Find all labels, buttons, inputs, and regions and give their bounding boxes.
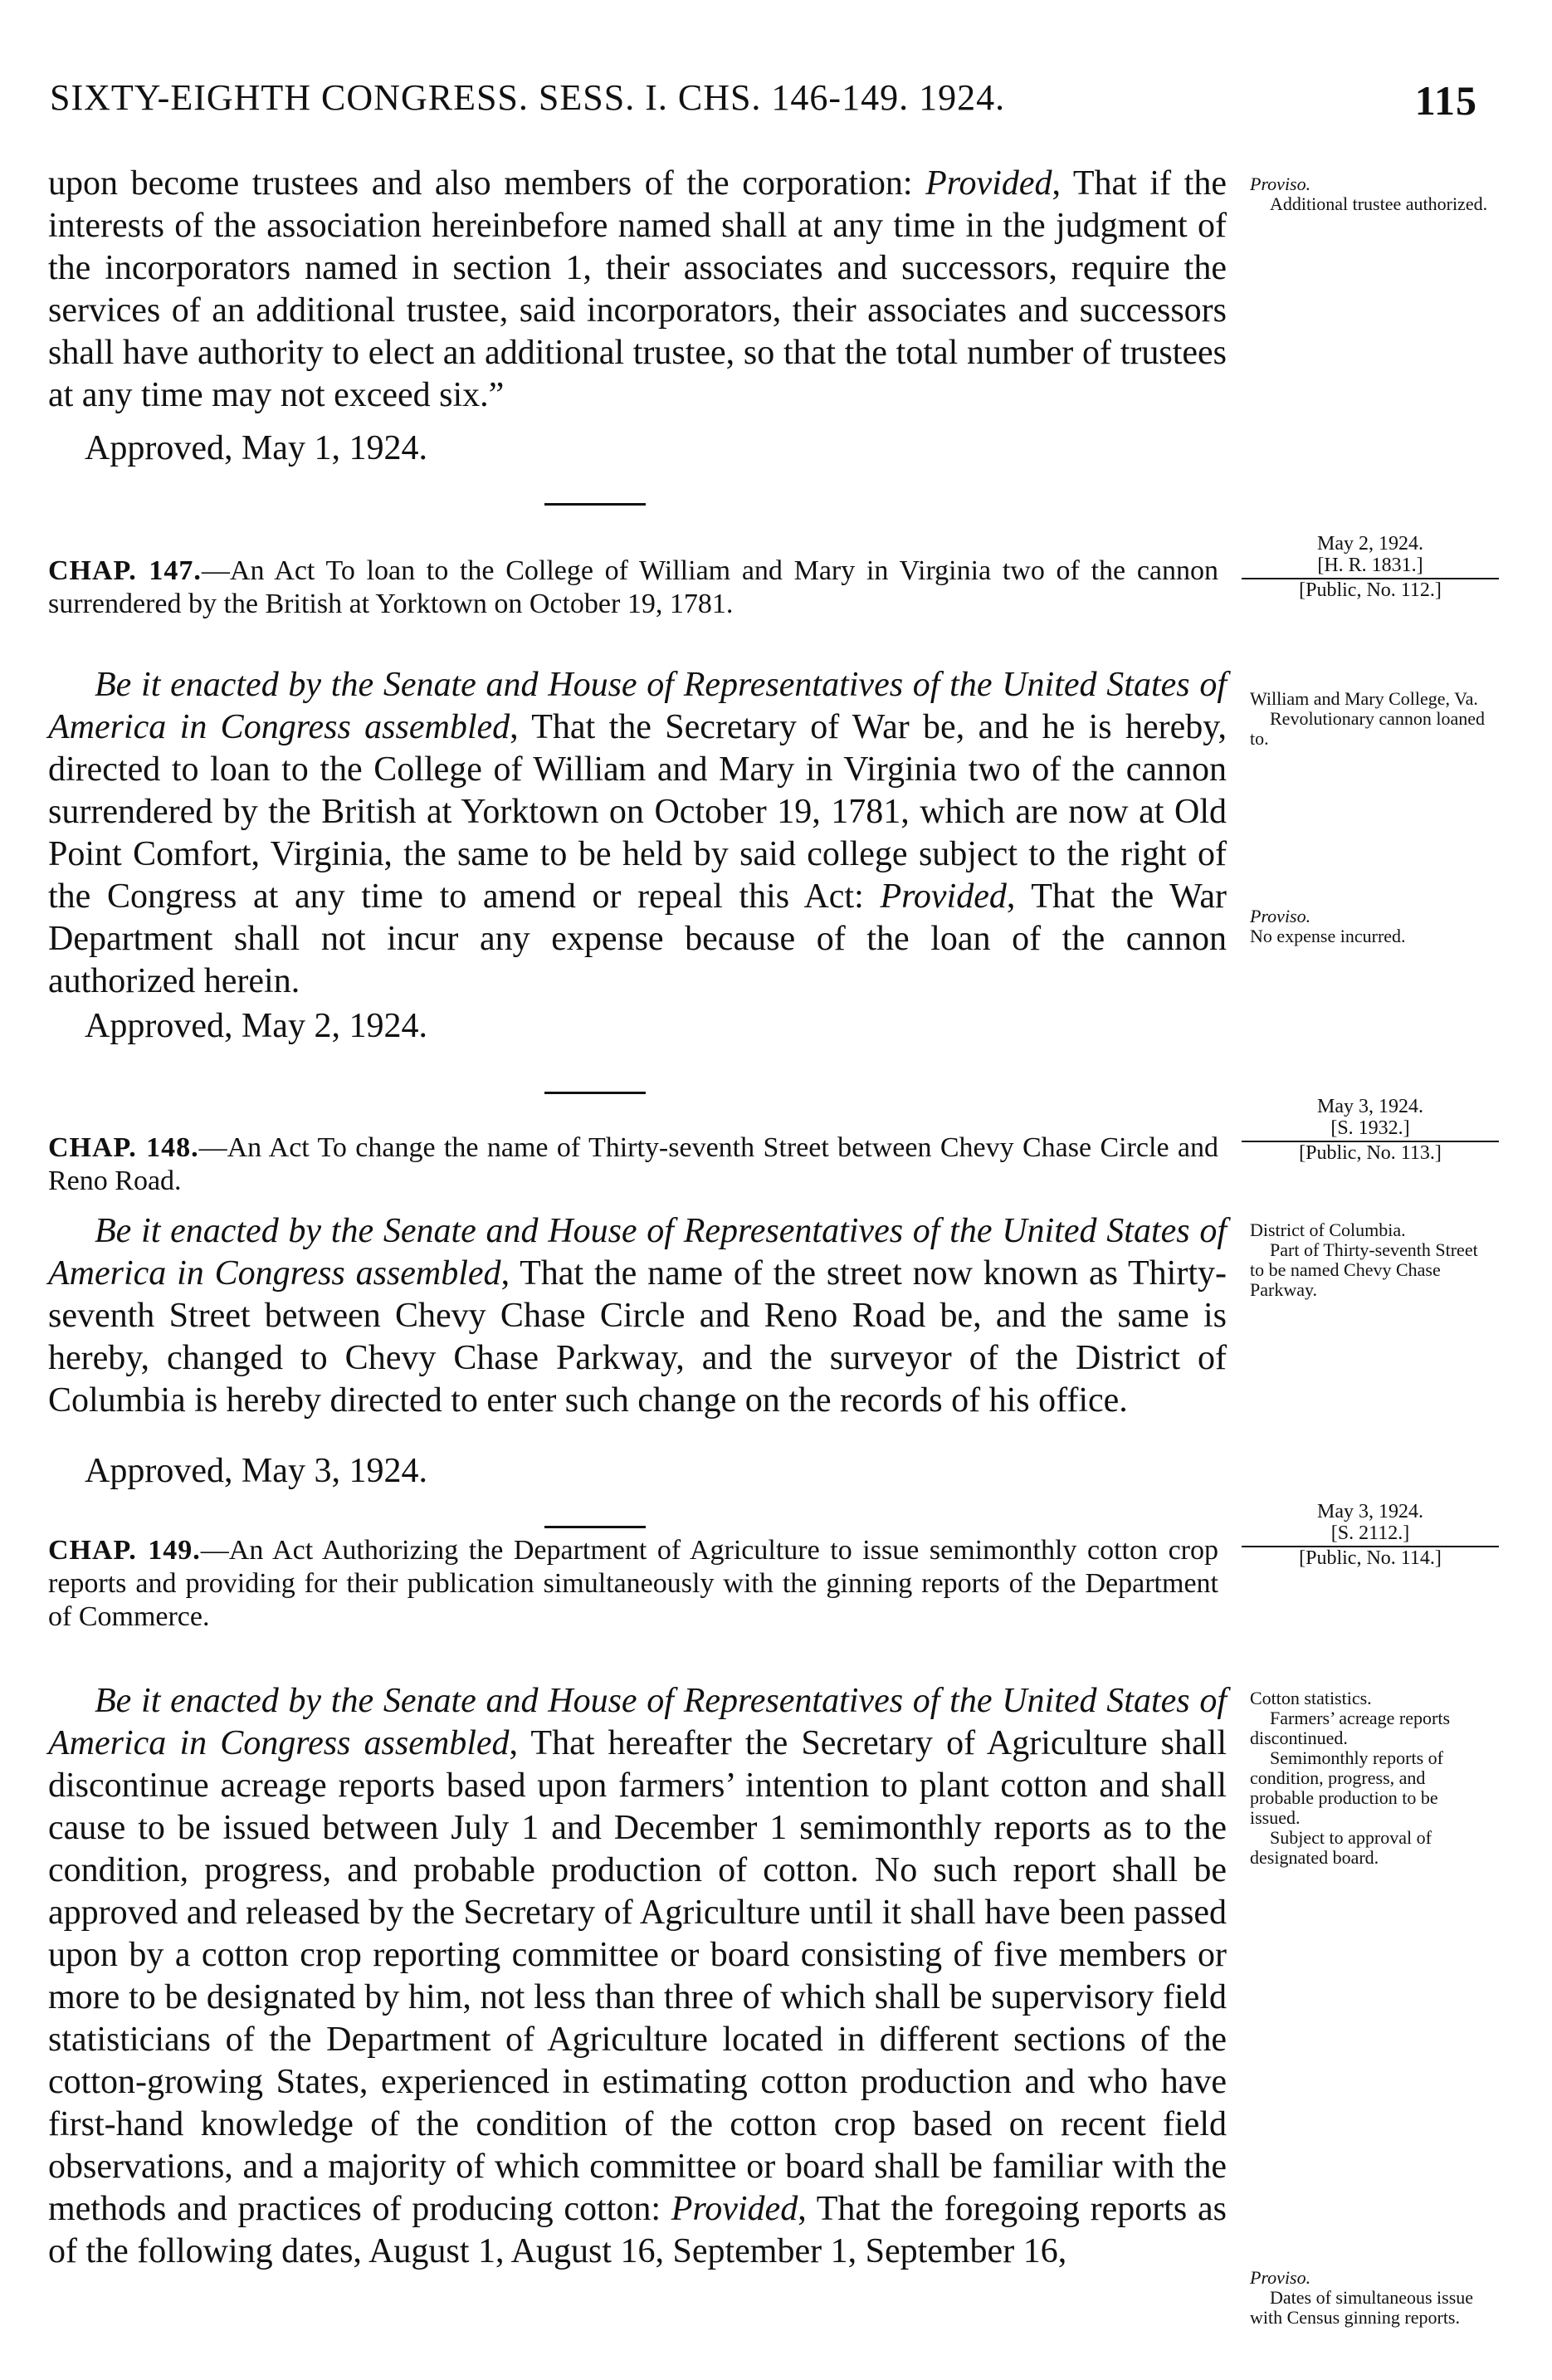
- ch146-body: [48, 163, 1227, 417]
- ch148-margin-street: Part of Thirty-seventh Street to be named Chevy Chase Parkway.: [1250, 1239, 1478, 1300]
- ch146-margin: [1250, 174, 1491, 214]
- ch146-margin-note: Additional trustee authorized.: [1270, 193, 1488, 214]
- page-number: 115: [1414, 77, 1477, 124]
- ch149-proviso-word: Provided: [671, 2190, 798, 2228]
- running-head-title: SIXTY-EIGHTH CONGRESS. SESS. I. CHS. 146-149. 1924.: [50, 77, 1006, 118]
- ch149-margin-cotton: Cotton statistics.: [1250, 1688, 1372, 1708]
- ch147-margin-proviso-block: [1250, 907, 1491, 946]
- ch147-body: [48, 664, 1227, 1003]
- ch148-text: , That the name of the street now known as Thirty-seventh Street between Chevy Chase Circle and Reno Road be, and the same is hereby, changed to Chevy Chase Parkway, and the surveyor of the District of Columbia is hereby directed to enter such change on the records of his office.: [48, 1254, 1227, 1420]
- ch148-bill-number: [S. 1932.]: [1242, 1117, 1499, 1142]
- ch149-margin-semimonthly: Semimonthly reports of condition, progress, and probable production to be issued.: [1250, 1747, 1443, 1828]
- ch147-text2: , That the War Department shall not incur any expense because of the loan of the cannon authorized herein.: [48, 877, 1227, 1000]
- running-head: [50, 76, 1477, 130]
- ch149-enacting-clause: Be it enacted by the Senate and House of Representatives of the United States of America in Congress assembled: [48, 1682, 1227, 1762]
- ch147-margin-proviso: Proviso.: [1250, 906, 1311, 926]
- section-rule: [544, 1092, 646, 1094]
- ch147-text: , That the Secretary of War be, and he is hereby, directed to loan to the College of William and Mary in Virginia two of the cannon surrendered by the British at Yorktown on October 19, 1781, which are now at Old Point Comfort, Virginia, the same to be held by said college subject to the right of the Congress at any time to amend or repeal this Act:: [48, 708, 1227, 916]
- ch147-margin: [1250, 689, 1491, 749]
- ch147-margin-no-expense: No expense incurred.: [1250, 926, 1406, 946]
- ch149-citation: [1250, 1501, 1491, 1569]
- ch146-approved: Approved, May 1, 1924.: [85, 429, 427, 467]
- ch148-approved: Approved, May 3, 1924.: [85, 1452, 427, 1490]
- ch146-text2: , That if the interests of the association hereinbefore named shall at any time in the judgment of the incorporators named in section 1, their associates and successors, require the services of an additional trustee, said incorporators, their associates and successors shall have authority to elect an additional trustee, so that the total number of trustees at any time may not exceed six.”: [48, 164, 1227, 414]
- ch148-heading: [48, 1131, 1218, 1198]
- section-rule: [544, 1526, 646, 1528]
- ch148-margin-district: District of Columbia.: [1250, 1219, 1406, 1240]
- ch148-chap-title: —An Act To change the name of Thirty-seventh Street between Chevy Chase Circle and Reno Road.: [48, 1132, 1219, 1196]
- ch149-margin-proviso-block: [1250, 2268, 1491, 2328]
- ch147-citation: [1250, 533, 1491, 601]
- ch149-margin-acreage: Farmers’ acreage reports discontinued.: [1250, 1708, 1451, 1748]
- ch149-margin-proviso: Proviso.: [1250, 2267, 1311, 2288]
- ch149-text2: , That the foregoing reports as of the following dates, August 1, August 16, September 1, September 16,: [48, 2190, 1227, 2270]
- ch149-chap-label: CHAP. 149.: [48, 1535, 201, 1566]
- ch147-bill-number: [H. R. 1831.]: [1242, 555, 1499, 579]
- ch148-body: [48, 1210, 1227, 1422]
- ch149-text: , That hereafter the Secretary of Agriculture shall discontinue acreage reports based upon farmers’ intention to plant cotton and shall cause to be issued between July 1 and December 1 semimonthly reports as to the condition, progress, and probable production of cotton. No such report shall be approved and released by the Secretary of Agriculture until it shall have been passed upon by a cotton crop reporting committee or board consisting of five members or more to be designated by him, not less than three of which shall be supervisory field statisticians of the Department of Agriculture located in different sections of the cotton-growing States, experienced in estimating cotton production and who have first-hand knowledge of the condition of the cotton crop based on recent field observations, and a majority of which committee or board shall be familiar with the methods and practices of producing cotton:: [48, 1724, 1227, 2228]
- ch149-margin-dates: Dates of simultaneous issue with Census ginning reports.: [1250, 2287, 1474, 2328]
- ch148-margin: [1250, 1220, 1491, 1300]
- ch149-public-law: [Public, No. 114.]: [1299, 1547, 1442, 1569]
- ch147-date: May 2, 1924.: [1317, 533, 1423, 555]
- ch148-citation: [1250, 1096, 1491, 1164]
- ch147-public-law: [Public, No. 112.]: [1299, 579, 1442, 601]
- ch149-chap-title: —An Act Authorizing the Department of Agriculture to issue semimonthly cotton crop reports and providing for their publication simultaneously with the ginning reports of the Department of Commerce.: [48, 1535, 1218, 1632]
- ch147-margin-college: William and Mary College, Va.: [1250, 688, 1478, 709]
- ch146-margin-proviso: Proviso.: [1250, 173, 1311, 194]
- ch148-chap-label: CHAP. 148.: [48, 1132, 199, 1163]
- ch147-heading: [48, 555, 1218, 621]
- ch147-enacting-clause: Be it enacted by the Senate and House of Representatives of the United States of America in Congress assembled: [48, 666, 1227, 746]
- ch147-margin-cannon: Revolutionary cannon loaned to.: [1250, 708, 1486, 749]
- ch149-bill-number: [S. 2112.]: [1242, 1522, 1499, 1547]
- ch147-approved: Approved, May 2, 1924.: [85, 1007, 427, 1045]
- ch146-text: upon become trustees and also members of the corporation:: [48, 164, 926, 203]
- ch148-date: May 3, 1924.: [1317, 1096, 1423, 1117]
- ch149-body: [48, 1680, 1227, 2273]
- ch147-proviso-word: Provided: [880, 877, 1007, 916]
- section-rule: [544, 503, 646, 506]
- ch149-margin: [1250, 1688, 1491, 1868]
- ch146-proviso-word: Provided: [925, 164, 1052, 203]
- ch148-public-law: [Public, No. 113.]: [1299, 1142, 1442, 1164]
- ch149-margin-approval: Subject to approval of designated board.: [1250, 1827, 1432, 1868]
- ch148-enacting-clause: Be it enacted by the Senate and House of Representatives of the United States of America in Congress assembled: [48, 1212, 1227, 1293]
- ch147-chap-title: —An Act To loan to the College of William and Mary in Virginia two of the cannon surrendered by the British at Yorktown on October 19, 1781.: [48, 555, 1218, 619]
- ch147-chap-label: CHAP. 147.: [48, 555, 202, 586]
- ch149-date: May 3, 1924.: [1317, 1501, 1423, 1522]
- ch149-heading: [48, 1534, 1218, 1634]
